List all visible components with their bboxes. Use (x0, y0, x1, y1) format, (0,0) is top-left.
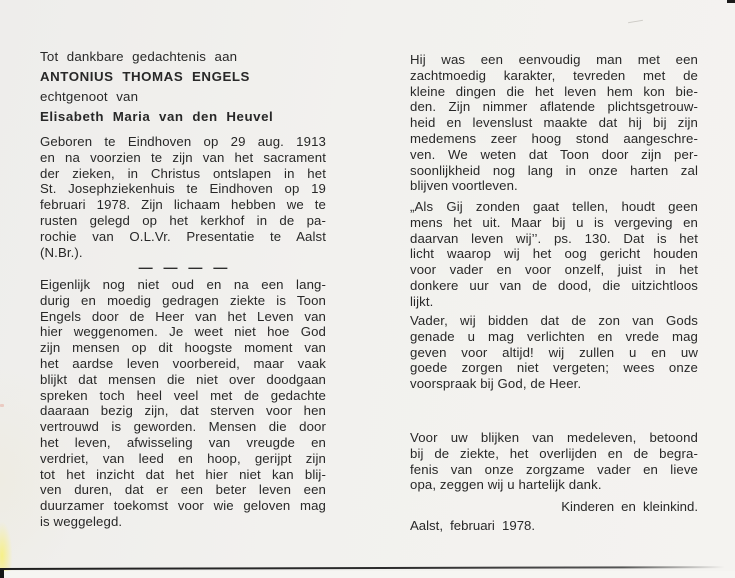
spouse-prefix: echtgenoot van (40, 89, 139, 104)
left-paragraph-birth-death (40, 134, 326, 260)
text-line: hier weggenomen. Je weet niet hoe God (40, 324, 326, 340)
text-line: den. Zijn nimmer aflatende plichtsgetrouw- (410, 99, 698, 115)
text-line: Engels door de Heer van het Leven van (40, 308, 326, 324)
text-line: „Als Gij zonden gaat tellen, houdt geen (410, 199, 698, 214)
text-line: (N.Br.). (40, 244, 83, 260)
text-line: blijven voortleven. (410, 178, 518, 194)
card-bottom-edge-line (0, 566, 732, 570)
text-line: voorspraak bij God, de Heer. (410, 376, 582, 392)
text-line: geven voor altijd! wij zullen u en uw (410, 344, 698, 360)
text-line: spreken toch heel veel met de gedachte (40, 387, 326, 403)
text-line: daaraan bezig zijn, dat sterven voor hen (40, 403, 326, 419)
text-line: Hij was een eenvoudig man met een (410, 52, 698, 67)
text-line: mens het uit. Maar bij u is vergeving en (410, 214, 698, 230)
text-line: durig en moedig gedragen ziekte is Toon (40, 292, 326, 308)
text-line: verdriet, van leed en hoop, gerijpt zijn (40, 450, 326, 466)
text-line: rusten gelegd op het kerkhof in de pa- (40, 212, 326, 228)
text-line: Vader, wij bidden dat de zon van Gods (410, 313, 698, 328)
text-line: voor vader en voor onzelf, juist in het (410, 262, 698, 278)
text-line: lijkt. (410, 293, 434, 309)
scan-margin-strip (0, 571, 735, 578)
text-line: Geboren te Eindhoven op 29 aug. 1913 (40, 134, 326, 149)
text-line: daarvan leven wij’’. ps. 130. Dat is het (410, 230, 698, 246)
dedication-line: Tot dankbare gedachtenis aan (40, 49, 238, 64)
text-line: ven duren, dat er een beter leven een (40, 482, 326, 498)
text-line: blijkt dat mensen die niet over doodgaan (40, 371, 326, 387)
spouse-name: Elisabeth Maria van den Heuvel (40, 109, 274, 124)
right-paragraph-character (410, 52, 698, 194)
text-line: zijn mensen op dit hoogste moment van (40, 340, 326, 356)
text-line: zachtmoedig karakter, tevreden met de (410, 67, 698, 83)
signature-line: Kinderen en kleinkind. (561, 499, 698, 514)
text-line: goede zorgen niet vergeten; wees onze (410, 360, 698, 376)
corner-mark-bottom-left (0, 570, 4, 578)
dash-separator: — — — — (138, 259, 228, 275)
text-line: opa, zeggen wij u hartelijk dank. (410, 477, 602, 493)
text-line: heid en levenslust maakte dat hij bij zijn (410, 115, 698, 131)
text-line: soonlijkheid nog lang in onze harten zal (410, 162, 698, 178)
text-line: kleine dingen die het leven hem kon bie- (410, 83, 698, 99)
text-line: februari 1978. Zijn lichaam hebben we te (40, 197, 326, 213)
left-paragraph-eulogy (40, 277, 326, 530)
text-line: bij de ziekte, het overlijden en de begra- (410, 445, 698, 461)
text-line: het leven, afwisseling van vreugde en (40, 434, 326, 450)
text-line: het aardse leven voorbereid, maar vaak (40, 355, 326, 371)
right-paragraph-prayer (410, 313, 698, 392)
text-line: genade u mag verlichten en vrede mag (410, 328, 698, 344)
text-line: Voor uw blijken van medeleven, betoond (410, 430, 698, 445)
right-paragraph-thanks (410, 430, 698, 493)
text-line: St. Josephziekenhuis te Eindhoven op 19 (40, 181, 326, 197)
text-line: is weggelegd. (40, 513, 123, 529)
text-line: vertrouwd is geworden. Mensen die door (40, 419, 326, 435)
text-line: tot het inzicht dat het hier niet kan blij- (40, 466, 326, 482)
scan-ink-fleck (0, 404, 4, 407)
text-line: fenis van onze zorgzame vader en lieve (410, 461, 698, 477)
text-line: en na voorzien te zijn van het sacrament (40, 149, 326, 165)
text-line: licht waarop wij het oog gericht houden (410, 246, 698, 262)
text-line: ven. We weten dat Toon door zijn per- (410, 146, 698, 162)
corner-mark-top-right (727, 0, 735, 3)
text-line: der zieken, in Christus ontslapen in het (40, 165, 326, 181)
right-paragraph-psalm (410, 199, 698, 310)
text-line: rochie van O.L.Vr. Presentatie te Aalst (40, 228, 326, 244)
scan-scratch-mark (628, 20, 643, 24)
place-date-line: Aalst, februari 1978. (410, 518, 536, 533)
deceased-name: ANTONIUS THOMAS ENGELS (40, 69, 250, 84)
text-line: medemens zeer hoog stond aangeschre- (410, 130, 698, 146)
text-line: Eigenlijk nog niet oud en na een lang- (40, 277, 326, 292)
text-line: donkere uur van de dood, die uitzichtloos (410, 277, 698, 293)
text-line: duurzamer toekomst voor wie geloven mag (40, 498, 326, 514)
